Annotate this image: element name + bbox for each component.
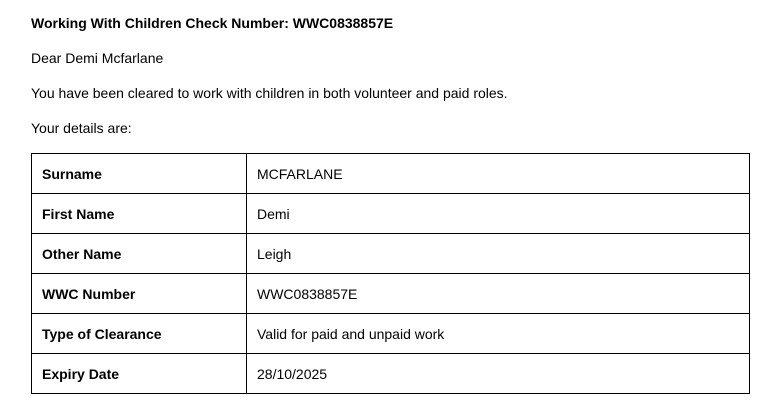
check-number-heading: Working With Children Check Number: WWC0838857E xyxy=(31,15,394,31)
table-row-surname xyxy=(32,154,750,194)
row-label: Type of Clearance xyxy=(32,314,247,354)
row-value: Demi xyxy=(247,194,750,234)
table-row-expiry-date xyxy=(32,354,750,394)
row-label: WWC Number xyxy=(32,274,247,314)
table-row-other-name xyxy=(32,234,750,274)
table-row-wwc-number xyxy=(32,274,750,314)
details-table xyxy=(31,153,750,394)
greeting-text: Dear Demi Mcfarlane xyxy=(31,50,164,66)
row-value: MCFARLANE xyxy=(247,154,750,194)
row-label: Other Name xyxy=(32,234,247,274)
table-row-clearance-type xyxy=(32,314,750,354)
row-label: First Name xyxy=(32,194,247,234)
row-label: Expiry Date xyxy=(32,354,247,394)
table-row-first-name xyxy=(32,194,750,234)
details-intro: Your details are: xyxy=(31,120,132,136)
row-value: WWC0838857E xyxy=(247,274,750,314)
row-value: Leigh xyxy=(247,234,750,274)
row-label: Surname xyxy=(32,154,247,194)
row-value: 28/10/2025 xyxy=(247,354,750,394)
clearance-message: You have been cleared to work with children in both volunteer and paid roles. xyxy=(31,85,508,101)
row-value: Valid for paid and unpaid work xyxy=(247,314,750,354)
